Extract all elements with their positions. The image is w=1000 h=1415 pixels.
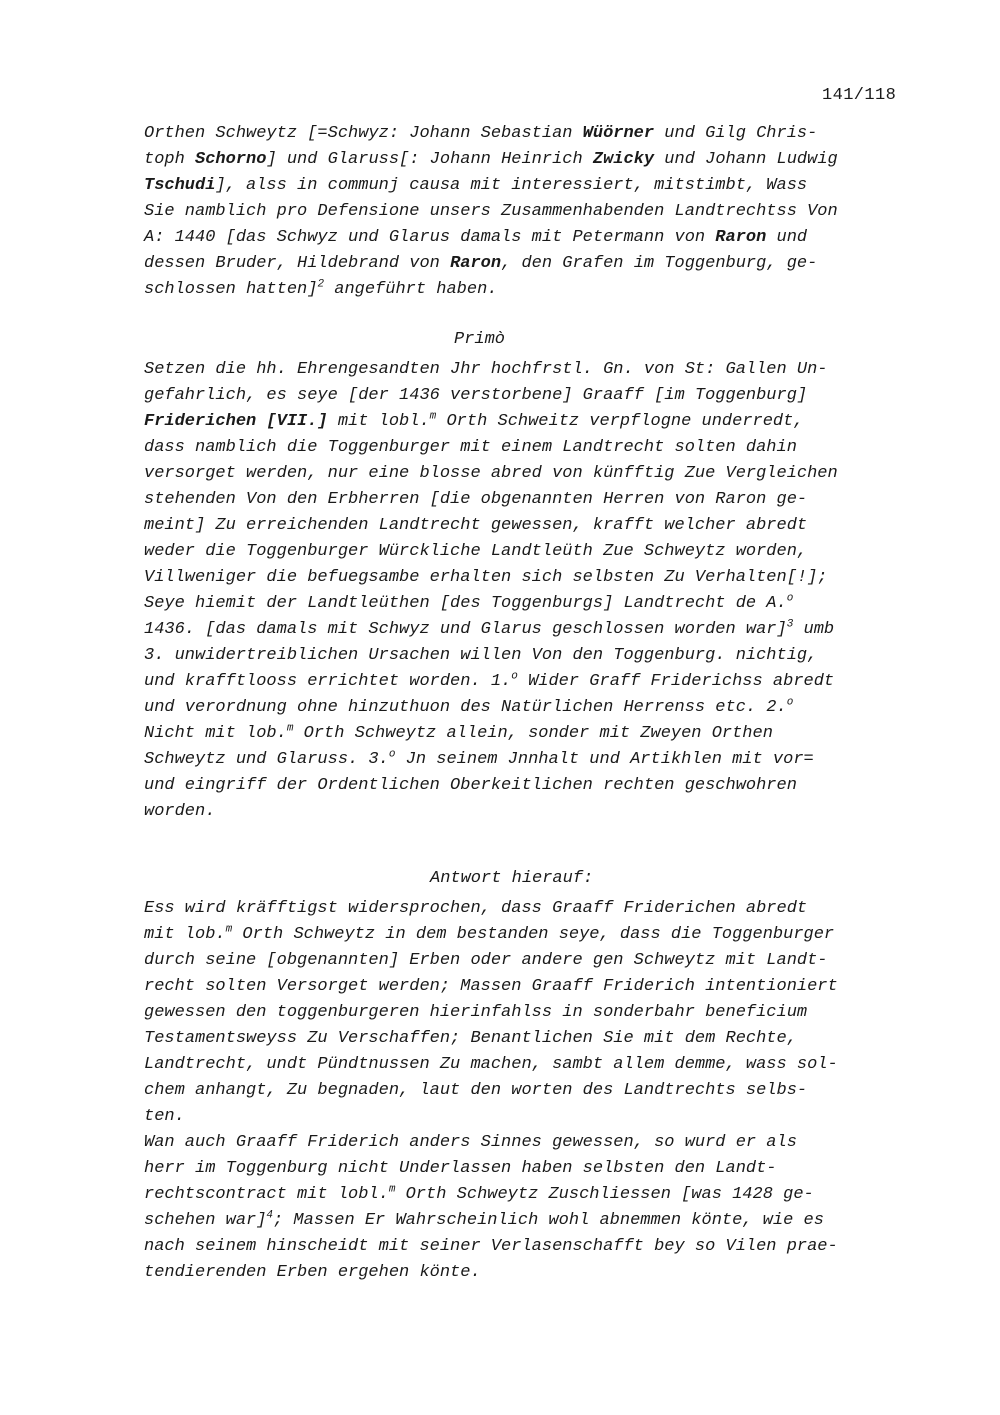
bold-name: Wüörner <box>582 124 655 143</box>
text-line <box>144 721 924 747</box>
text-segment: worden. <box>144 802 216 821</box>
text-line <box>144 565 924 591</box>
footnote-marker: 4 <box>266 1209 274 1222</box>
footnote-marker: o <box>388 748 396 761</box>
bold-name: Schorno <box>195 150 267 169</box>
text-line <box>144 1078 924 1104</box>
text-line <box>144 147 924 173</box>
text-line <box>144 747 924 773</box>
text-segment: angeführt haben. <box>324 280 498 299</box>
footnote-marker: o <box>511 670 518 683</box>
text-segment: ten. <box>144 1107 185 1126</box>
text-segment: toph <box>144 150 196 169</box>
footnote-marker: m <box>429 410 437 423</box>
text-segment: nach seinem hinscheidt mit seiner Verlasenschafft bey so Vilen prae- <box>144 1237 838 1256</box>
text-line <box>144 1052 924 1078</box>
text-segment: stehenden Von den Erbherren [die obgenannten Herren von Raron ge- <box>144 490 808 509</box>
footnote-marker: m <box>225 923 233 936</box>
footnote-marker: 2 <box>317 278 325 291</box>
text-segment: mit lob. <box>144 925 226 944</box>
text-segment: gewessen den toggenburgeren hierinfahlss in sonderbahr beneficium <box>144 1003 808 1022</box>
text-line <box>144 591 924 617</box>
text-line <box>144 277 924 303</box>
text-line <box>144 1104 924 1130</box>
text-line <box>144 173 924 199</box>
text-line <box>144 948 924 974</box>
page-number: 141/118 <box>822 86 897 105</box>
text-segment: Orthen Schweytz [=Schwyz: Johann Sebastian <box>144 124 583 143</box>
footnote-marker: o <box>786 696 794 709</box>
text-segment: chem anhangt, Zu begnaden, laut den worten des Landtrechts selbs- <box>144 1081 808 1100</box>
text-segment: Jn seinem Jnnhalt und Artikhlen mit vor= <box>395 750 814 769</box>
footnote-marker: o <box>786 592 794 605</box>
text-line <box>144 974 924 1000</box>
text-segment: ; Massen Er Wahrscheinlich wohl abnemmen könte, wie es <box>273 1211 824 1230</box>
text-segment: Orth Schweitz verpflogne underredt, <box>436 412 804 431</box>
text-segment: und Johann Ludwig <box>654 150 838 169</box>
text-line <box>144 199 924 225</box>
footnote-marker: m <box>286 722 294 735</box>
text-segment: gefahrlich, es seye [der 1436 verstorbene] Graaff [im Toggenburg] <box>144 386 808 405</box>
paragraph-intro <box>144 121 924 303</box>
text-segment: rechtscontract mit lobl. <box>144 1185 389 1204</box>
text-line <box>144 922 924 948</box>
text-segment: Setzen die hh. Ehrengesandten Jhr hochfrstl. Gn. von St: Gallen Un- <box>144 360 828 379</box>
text-line <box>144 773 924 799</box>
section-heading-primo: Primò <box>454 330 506 349</box>
text-line <box>144 669 924 695</box>
text-line <box>144 643 924 669</box>
text-segment: durch seine [obgenannten] Erben oder andere gen Schweytz mit Landt- <box>144 951 828 970</box>
text-segment: 3. unwidertreiblichen Ursachen willen Von den Toggenburg. nichtig, <box>144 646 818 665</box>
text-segment: und <box>766 228 808 247</box>
text-segment: und eingriff der Ordentlichen Oberkeitlichen rechten geschwohren <box>144 776 797 795</box>
text-segment: dessen Bruder, Hildebrand von <box>144 254 451 273</box>
text-line <box>144 251 924 277</box>
text-line <box>144 121 924 147</box>
paragraph-primo <box>144 357 924 825</box>
footnote-marker: m <box>388 1183 396 1196</box>
text-line <box>144 799 924 825</box>
text-segment: Nicht mit lob. <box>144 724 287 743</box>
text-segment: dass namblich die Toggenburger mit einem Landtrecht solten dahin <box>144 438 797 457</box>
text-segment: und verordnung ohne hinzuthuon des Natürlichen Herrenss etc. 2. <box>144 698 787 717</box>
text-segment: Orth Schweytz Zuschliessen [was 1428 ge- <box>395 1185 814 1204</box>
text-segment: schlossen hatten] <box>144 280 318 299</box>
section-heading-antwort: Antwort hierauf: <box>430 869 594 888</box>
text-segment: Landtrecht, undt Pündtnussen Zu machen, sambt allem demme, wass sol- <box>144 1055 838 1074</box>
text-segment: weder die Toggenburger Würckliche Landtleüth Zue Schweytz worden, <box>144 542 808 561</box>
bold-name: Raron <box>715 228 767 247</box>
text-segment: und Gilg Chris- <box>654 124 818 143</box>
bold-name: Raron <box>450 254 502 273</box>
text-line <box>144 617 924 643</box>
text-segment: 1436. [das damals mit Schwyz und Glarus geschlossen worden war] <box>144 620 787 639</box>
text-segment: recht solten Versorget werden; Massen Graaff Friderich intentioniert <box>144 977 838 996</box>
text-line <box>144 225 924 251</box>
text-line <box>144 357 924 383</box>
text-line <box>144 1156 924 1182</box>
text-line <box>144 1182 924 1208</box>
text-line <box>144 539 924 565</box>
text-line <box>144 513 924 539</box>
bold-name: Zwicky <box>592 150 655 169</box>
paragraph-antwort <box>144 896 924 1286</box>
text-segment: umb <box>793 620 835 639</box>
text-segment: A: 1440 [das Schwyz und Glarus damals mit Petermann von <box>144 228 716 247</box>
text-segment: tendierenden Erben ergehen könte. <box>144 1263 481 1282</box>
text-segment: Wider Graff Friderichss abredt <box>517 672 835 691</box>
text-segment: ] und Glaruss[: Johann Heinrich <box>266 150 593 169</box>
text-segment: Testamentsweyss Zu Verschaffen; Benantlichen Sie mit dem Rechte, <box>144 1029 797 1048</box>
text-line <box>144 383 924 409</box>
text-segment: Wan auch Graaff Friderich anders Sinnes gewessen, so wurd er als <box>144 1133 797 1152</box>
text-line <box>144 695 924 721</box>
text-line <box>144 1260 924 1286</box>
text-segment: Schweytz und Glaruss. 3. <box>144 750 389 769</box>
text-line <box>144 1234 924 1260</box>
bold-name: Friderichen [VII.] <box>144 412 328 431</box>
text-segment: mit lobl. <box>327 412 430 431</box>
text-segment: Orth Schweytz in dem bestanden seye, dass die Toggenburger <box>232 925 835 944</box>
text-line <box>144 1026 924 1052</box>
text-segment: Sie namblich pro Defensione unsers Zusammenhabenden Landtrechtss Von <box>144 202 838 221</box>
text-line <box>144 1000 924 1026</box>
text-segment: , den Grafen im Toggenburg, ge- <box>501 254 818 273</box>
text-segment: herr im Toggenburg nicht Underlassen haben selbsten den Landt- <box>144 1159 777 1178</box>
text-segment: ], alss in communj causa mit interessiert, mitstimbt, Wass <box>215 176 808 195</box>
text-segment: Villweniger die befuegsambe erhalten sich selbsten Zu Verhalten[!]; <box>144 568 828 587</box>
text-segment: schehen war] <box>144 1211 267 1230</box>
text-line <box>144 409 924 435</box>
text-line <box>144 896 924 922</box>
text-segment: versorget werden, nur eine blosse abred von künfftig Zue Vergleichen <box>144 464 838 483</box>
text-line <box>144 1208 924 1234</box>
text-segment: und krafftlooss errichtet worden. 1. <box>144 672 512 691</box>
text-line <box>144 487 924 513</box>
text-segment: meint] Zu erreichenden Landtrecht gewessen, krafft welcher abredt <box>144 516 808 535</box>
text-segment: Orth Schweytz allein, sonder mit Zweyen Orthen <box>293 724 773 743</box>
bold-name: Tschudi <box>144 176 216 195</box>
text-line <box>144 461 924 487</box>
footnote-marker: 3 <box>786 618 794 631</box>
text-line <box>144 435 924 461</box>
text-segment: Ess wird kräfftigst widersprochen, dass Graaff Friderichen abredt <box>144 899 808 918</box>
text-segment: Seye hiemit der Landtleüthen [des Toggenburgs] Landtrecht de A. <box>144 594 787 613</box>
text-line <box>144 1130 924 1156</box>
